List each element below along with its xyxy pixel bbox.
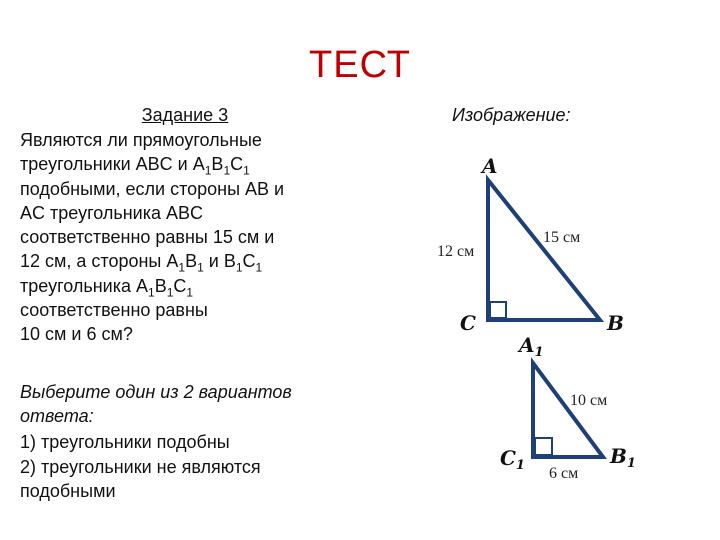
vertex-b1-label: $B_1$: [610, 444, 636, 471]
vertex-a1-label: $A_1$: [519, 333, 544, 360]
image-heading: Изображение:: [452, 105, 571, 125]
task-question-line: 10 см и 6 см?: [20, 324, 133, 345]
side-c1b1-length: 6 см: [549, 465, 579, 482]
side-a1b1-length: 10 см: [570, 392, 608, 409]
task-question-line: треугольника $A_1B_1C_1$: [20, 275, 194, 300]
vertex-c-label: C: [460, 311, 476, 335]
right-angle-mark-c1: [535, 438, 552, 455]
task-question-line: соответственно равны 15 см и: [20, 227, 275, 248]
answer-prompt: Выберите один из 2 вариантов ответа:: [20, 382, 292, 426]
vertex-b-label: B: [607, 311, 624, 335]
task-question-line: подобными, если стороны AB и: [20, 178, 285, 199]
triangle-abc: [488, 180, 600, 320]
side-ac-length: 12 см: [437, 243, 475, 260]
answer-option-2[interactable]: 2) треугольники не являются подобными: [20, 456, 261, 501]
task-heading: Задание 3: [141, 105, 229, 125]
side-ab-length: 15 см: [543, 229, 581, 246]
task-question-line: AC треугольника ABC: [20, 202, 204, 223]
vertex-c1-label: $C_1$: [500, 446, 525, 473]
task-question-line: треугольники ABC и $A_1B_1C_1$: [20, 154, 250, 178]
triangle-a1b1c1: [533, 363, 603, 457]
task-question-line: соответственно равны: [20, 300, 208, 321]
right-angle-mark-c: [490, 302, 506, 318]
task-question-line: Являются ли прямоугольные: [20, 130, 262, 150]
task-question-line: 12 см, а стороны $A_1B_1$ и $B_1C_1$: [20, 251, 263, 276]
page-title: ТЕСТ: [309, 44, 411, 86]
answer-option-1[interactable]: 1) треугольники подобны: [20, 432, 230, 452]
vertex-a-label: A: [482, 154, 498, 178]
